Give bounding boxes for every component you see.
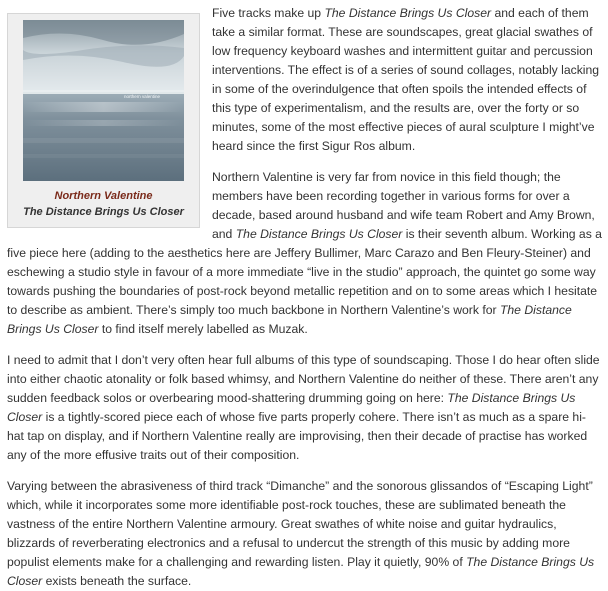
review-paragraph-3	[7, 351, 602, 465]
album-title-mention: The Distance Brings Us Closer	[324, 6, 492, 20]
paragraph-text: Five tracks make up	[212, 6, 325, 20]
album-figure	[7, 13, 200, 228]
album-title-mention: The Distance Brings Us Closer	[235, 227, 403, 241]
album-title-mention: The Distance Brings Us Closer	[7, 303, 572, 336]
paragraph-text: and each of them take a similar format. These are soundscapes, great glacial swathes of low frequency keyboard washes and intermittent guitar and percussion interventions. The effect is of a series of sound collages, notably lacking in some of the overindulgence that often spoils the intended effects of this type of experimentalism, and the results are, over the forty or so minutes, some of the most effective pieces of aural sculpture I might’ve heard since the first Sigur Ros album.	[212, 6, 600, 153]
album-title-mention: The Distance Brings Us Closer	[7, 555, 595, 588]
album-cover-image	[23, 20, 184, 181]
caption-artist: Northern Valentine	[54, 190, 153, 202]
paragraph-text: exists beneath the surface.	[42, 574, 192, 588]
paragraph-text: Varying between the abrasiveness of third track “Dimanche” and the sonorous glissandos of “Escaping Light” which, while it incorporates some more identifiable post-rock touches, these are sublimated beneath the vastness of the entire Northern Valentine armoury. Great swathes of white noise and guitar hydraulics, blizzards of reverberating electronics and a refusal to undercut the strength of this music by adding more populist elements make for a challenging and rewarding listen. Play it quietly, 90% of	[7, 479, 593, 569]
paragraph-text: is their seventh album. Working as a five piece here (adding to the aesthetics here are Jeffery Bullimer, Marc Carazo and Ben Fleury-Steiner) and eschewing a studio style in favour of a more immediate “live in the studio” approach, the quintet go some way towards pushing the boundaries of post-rock beyond metallic repetition and on to some areas which I hesitate to describe as ambient. There’s simply too much backbone in Northern Valentine’s work for	[7, 227, 602, 317]
caption-album: The Distance Brings Us Closer	[23, 206, 184, 218]
cover-title-text: northern valentine	[124, 94, 161, 99]
review-paragraph-4	[7, 477, 602, 591]
paragraph-text: is a tightly-scored piece each of whose five parts properly cohere. There isn’t as much as a spare hi-hat tap on display, and if Northern Valentine really are improvising, then their decade of practise has worked any of the more effusive traits out of their composition.	[7, 410, 588, 462]
paragraph-text: Northern Valentine is very far from novice in this field though; the members have been recording together in various forms for over a decade, based around husband and wife team Robert and Amy Brown, and	[212, 170, 595, 241]
paragraph-text: to find itself merely labelled as Muzak.	[98, 322, 308, 336]
album-title-mention: The Distance Brings Us Closer	[7, 391, 576, 424]
paragraph-text: I need to admit that I don’t very often hear full albums of this type of soundscaping. Those I do hear often slide into either chaotic atonality or folk based whimsy, and Northern Valentine do neither of these. There aren’t any sudden feedback solos or overbearing mood-shattering drumming going on here:	[7, 353, 600, 405]
